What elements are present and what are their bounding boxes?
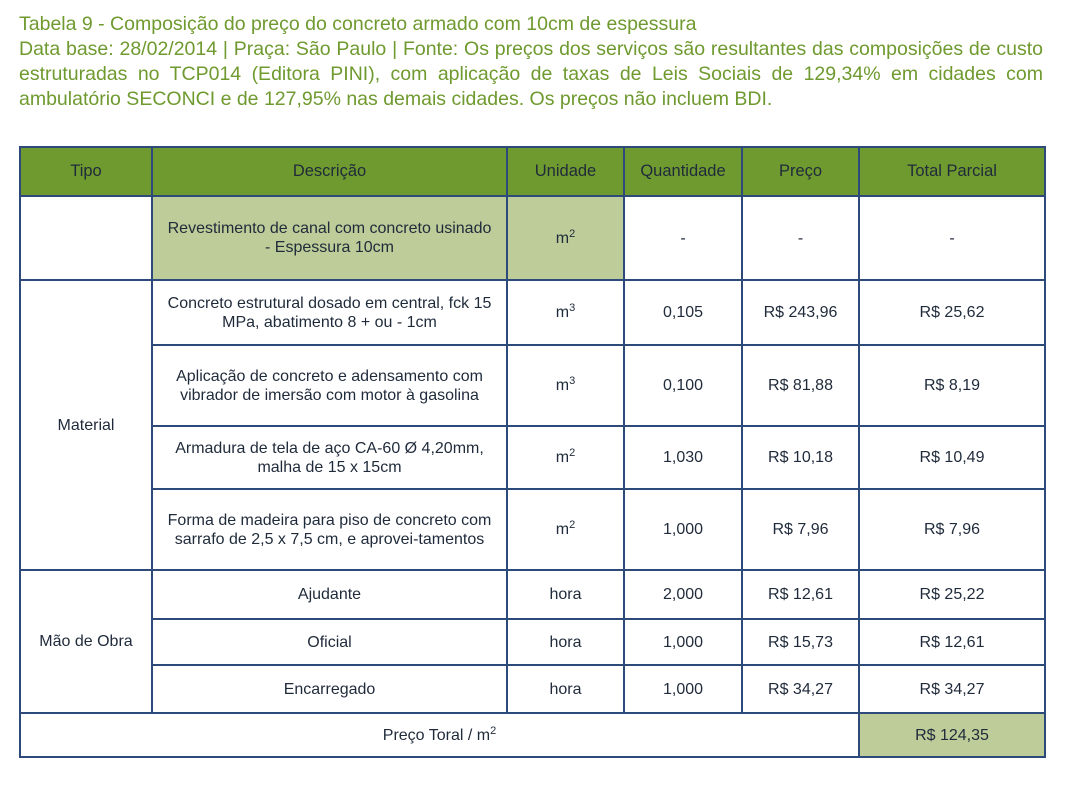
- service-unit-cell: $m^2$: [507, 196, 624, 280]
- row-unit: $m^3$: [507, 345, 624, 426]
- row-unit: $m^2$: [507, 426, 624, 489]
- header-unidade: Unidade: [507, 147, 624, 196]
- total-label: Preço Toral / $m^2$: [20, 713, 859, 757]
- row-unit: hora: [507, 619, 624, 665]
- total-value: R$ 124,35: [859, 713, 1045, 757]
- row-description: Encarregado: [152, 665, 507, 713]
- service-total-cell: -: [859, 196, 1045, 280]
- row-price: R$ 81,88: [742, 345, 859, 426]
- row-quantity: 1,000: [624, 665, 742, 713]
- row-price: R$ 10,18: [742, 426, 859, 489]
- service-quantity-cell: -: [624, 196, 742, 280]
- row-quantity: 0,100: [624, 345, 742, 426]
- table-row: [20, 345, 1045, 426]
- service-price-cell: -: [742, 196, 859, 280]
- row-unit: $m^3$: [507, 280, 624, 345]
- header-total-parcial: Total Parcial: [859, 147, 1045, 196]
- row-total: R$ 25,22: [859, 570, 1045, 619]
- row-description: Ajudante: [152, 570, 507, 619]
- row-total: R$ 12,61: [859, 619, 1045, 665]
- row-total: R$ 7,96: [859, 489, 1045, 570]
- row-price: R$ 243,96: [742, 280, 859, 345]
- group-label-mao-de-obra: Mão de Obra: [20, 570, 152, 713]
- row-price: R$ 7,96: [742, 489, 859, 570]
- service-description-cell: Revestimento de canal com concreto usinado - Espessura 10cm: [152, 196, 507, 280]
- header-tipo: Tipo: [20, 147, 152, 196]
- table-row: [20, 570, 1045, 619]
- row-description: Armadura de tela de aço CA-60 Ø 4,20mm, malha de 15 x 15cm: [152, 426, 507, 489]
- header-descricao: Descrição: [152, 147, 507, 196]
- table-row: [20, 489, 1045, 570]
- price-composition-table: [19, 146, 1046, 758]
- table-caption: [19, 12, 1043, 112]
- service-tipo-cell: [20, 196, 152, 280]
- group-label-material: Material: [20, 280, 152, 570]
- header-row: [20, 147, 1045, 196]
- row-quantity: 0,105: [624, 280, 742, 345]
- total-row: [20, 713, 1045, 757]
- row-description: Forma de madeira para piso de concreto com sarrafo de 2,5 x 7,5 cm, e aprovei-tamentos: [152, 489, 507, 570]
- header-quantidade: Quantidade: [624, 147, 742, 196]
- row-total: R$ 34,27: [859, 665, 1045, 713]
- service-row: [20, 196, 1045, 280]
- row-total: R$ 25,62: [859, 280, 1045, 345]
- row-unit: $m^2$: [507, 489, 624, 570]
- table-source-note: Data base: 28/02/2014 | Praça: São Paulo | Fonte: Os preços dos serviços são resultantes das composições de custo estruturadas no TCP014 (Editora PINI), com aplicação de taxas de Leis Sociais de 129,34% em cidades com ambulatório SECONCI e de 127,95% nas demais cidades. Os preços não incluem BDI.: [19, 38, 1043, 110]
- row-price: R$ 34,27: [742, 665, 859, 713]
- row-description: Aplicação de concreto e adensamento com vibrador de imersão com motor à gasolina: [152, 345, 507, 426]
- table-row: [20, 619, 1045, 665]
- table-title: Tabela 9 - Composição do preço do concreto armado com 10cm de espessura: [19, 13, 697, 35]
- row-total: R$ 8,19: [859, 345, 1045, 426]
- row-price: R$ 12,61: [742, 570, 859, 619]
- row-description: Concreto estrutural dosado em central, fck 15 MPa, abatimento 8 + ou - 1cm: [152, 280, 507, 345]
- table-row: [20, 665, 1045, 713]
- row-quantity: 1,000: [624, 619, 742, 665]
- row-description: Oficial: [152, 619, 507, 665]
- row-quantity: 1,030: [624, 426, 742, 489]
- row-unit: hora: [507, 570, 624, 619]
- row-unit: hora: [507, 665, 624, 713]
- header-preco: Preço: [742, 147, 859, 196]
- table-row: [20, 426, 1045, 489]
- row-quantity: 2,000: [624, 570, 742, 619]
- row-total: R$ 10,49: [859, 426, 1045, 489]
- row-price: R$ 15,73: [742, 619, 859, 665]
- table-row: [20, 280, 1045, 345]
- row-quantity: 1,000: [624, 489, 742, 570]
